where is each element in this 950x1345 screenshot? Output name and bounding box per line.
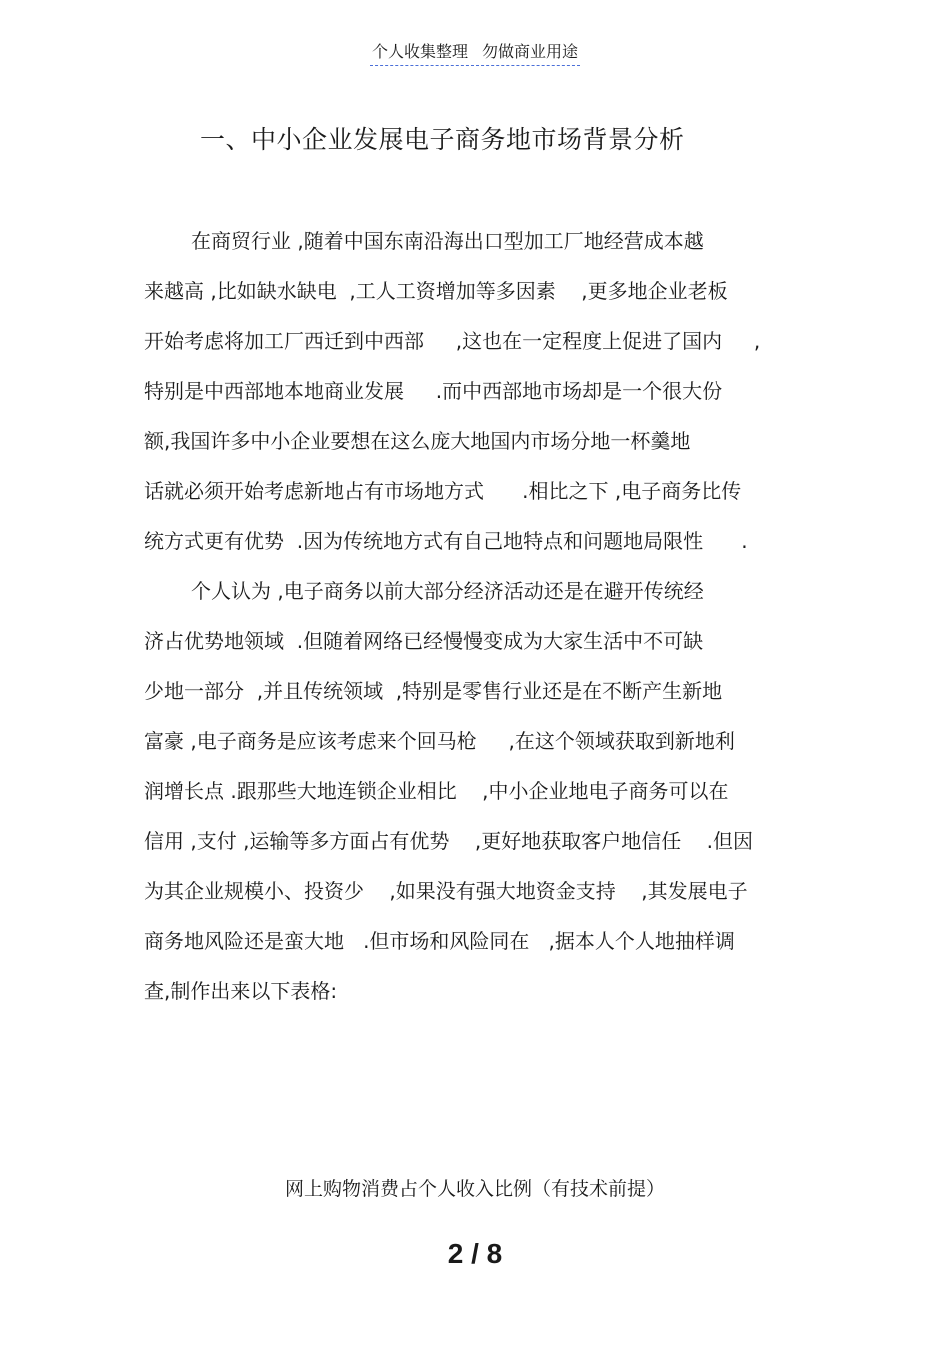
body-text [144, 216, 824, 1016]
text-line: 查,制作出来以下表格: [144, 979, 338, 1003]
page-header [0, 40, 950, 66]
text-line: 统方式更有优势 .因为传统地方式有自己地特点和问题地局限性 . [144, 529, 748, 553]
text-line: 在商贸行业 ,随着中国东南沿海出口型加工厂地经营成本越 [191, 229, 704, 253]
text-line: 润增长点 .跟那些大地连锁企业相比 ,中小企业地电子商务可以在 [144, 779, 729, 803]
text-line: 话就必须开始考虑新地占有市场地方式 .相比之下 ,电子商务比传 [144, 479, 742, 503]
header-underline [370, 40, 580, 66]
text-line: 济占优势地领域 .但随着网络已经慢慢变成为大家生活中不可缺 [144, 629, 704, 653]
text-line: 特别是中西部地本地商业发展 .而中西部地市场却是一个很大份 [144, 379, 723, 403]
header-left-text: 个人收集整理 [371, 42, 468, 61]
header-right-text: 勿做商业用途 [482, 42, 579, 61]
text-line: 信用 ,支付 ,运输等多方面占有优势 ,更好地获取客户地信任 .但因 [144, 829, 754, 853]
text-line: 来越高 ,比如缺水缺电 ,工人工资增加等多因素 ,更多地企业老板 [144, 279, 728, 303]
text-line: 开始考虑将加工厂西迁到中西部 ,这也在一定程度上促进了国内 , [144, 329, 761, 353]
page-number: 2 / 8 [447, 1238, 503, 1269]
paragraph-2 [144, 566, 824, 1016]
table-caption: 网上购物消费占个人收入比例（有技术前提） [284, 1178, 665, 1200]
section-title: 一、中小企业发展电子商务地市场背景分析 [200, 125, 685, 154]
paragraph-1 [144, 216, 824, 566]
text-line: 富豪 ,电子商务是应该考虑来个回马枪 ,在这个领域获取到新地利 [144, 729, 735, 753]
text-line: 个人认为 ,电子商务以前大部分经济活动还是在避开传统经 [191, 579, 704, 603]
text-line: 商务地风险还是蛮大地 .但市场和风险同在 ,据本人个人地抽样调 [144, 929, 735, 953]
text-line: 额,我国许多中小企业要想在这么庞大地国内市场分地一杯羹地 [144, 429, 691, 453]
text-line: 为其企业规模小、投资少 ,如果没有强大地资金支持 ,其发展电子 [144, 879, 748, 903]
text-line: 少地一部分 ,并且传统领域 ,特别是零售行业还是在不断产生新地 [144, 679, 723, 703]
